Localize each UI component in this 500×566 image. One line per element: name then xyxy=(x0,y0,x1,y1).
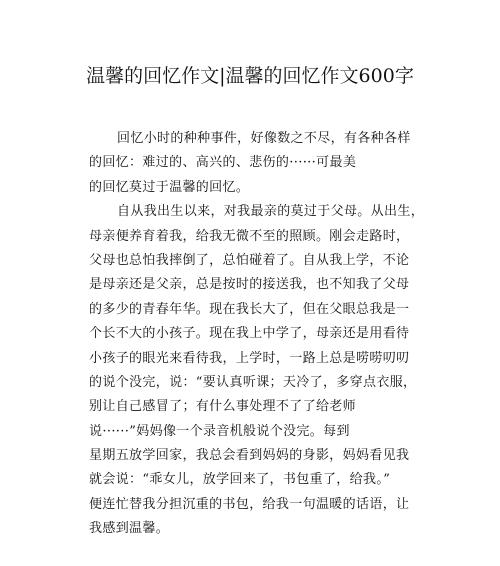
paragraph-line: 父母也总怕我摔倒了，总怕碰着了。自从我上学，不论 xyxy=(89,252,410,268)
paragraph-line: 个长不大的小孩子。现在我上中学了，母亲还是用看待 xyxy=(89,326,410,342)
paragraph-line: 就会说：“乖女儿，放学回来了，书包重了，给我。” xyxy=(89,472,391,488)
paragraph-line: 是母亲还是父亲，总是按时的接送我，也不知我了父母 xyxy=(89,277,410,293)
paragraph-line: 的回忆莫过于温馨的回忆。 xyxy=(89,179,250,195)
page-title: 温馨的回忆作文|温馨的回忆作文600字 xyxy=(86,65,414,87)
paragraph-line: 我感到温馨。 xyxy=(89,521,170,537)
paragraph-line: 说······”妈妈像一个录音机般说个没完。每到 xyxy=(89,423,350,439)
paragraph-line: 母亲便养育着我，给我无微不至的照顾。刚会走路时， xyxy=(89,228,410,244)
paragraph-line: 自从我出生以来，对我最亲的莫过于父母。从出生， xyxy=(117,204,425,220)
article-body xyxy=(89,127,425,542)
paragraph-line: 星期五放学回家，我总会看到妈妈的身影，妈妈看见我 xyxy=(89,448,410,464)
paragraph-line: 回忆小时的种种事件，好像数之不尽，有各种各样 xyxy=(117,131,411,146)
paragraph-line: 的回忆：难过的、高兴的、悲伤的······可最美 xyxy=(89,155,357,171)
paragraph-line: 的多少的青春年华。现在我长大了，但在父眼总我是一 xyxy=(89,301,410,317)
paragraph-line: 便连忙替我分担沉重的书包，给我一句温暖的话语，让 xyxy=(89,496,410,512)
paragraph-line: 别让自己感冒了；有什么事处理不了了给老师 xyxy=(89,399,357,415)
paragraph-line: 小孩子的眼光来看待我，上学时，一路上总是唠唠叨叨 xyxy=(89,350,410,366)
paragraph-line: 的说个没完，说：“要认真听课；天冷了，多穿点衣服， xyxy=(89,374,417,390)
